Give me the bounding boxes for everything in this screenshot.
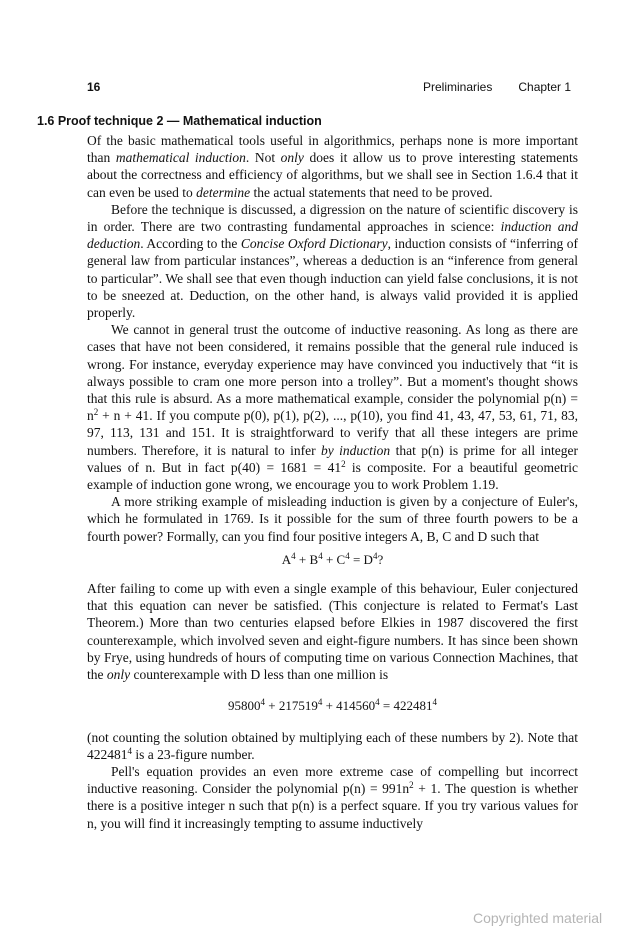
chapter-label: Chapter 1 [518, 80, 572, 94]
paragraph-5: After failing to come up with even a single example of this behaviour, Euler conjectured that this equation can never be satisfied. (This conjecture is related to Fermat's Last Theorem.) More than two centuries elapsed before Elkies in 1987 discovered the first counterexample, which involved seven and eight-figure numbers. It has since been shown by Frye, using hundreds of hours of computing time on various Connection Machines, that the only counterexample with D less than one million is [87, 581, 578, 683]
equation-euler: $A^4 + B^4 + C^4 = D^4$? [281, 550, 384, 567]
paragraph-2: Before the technique is discussed, a digression on the nature of scientific discovery is in order. There are two contrasting fundamental approaches in science: induction and deduction. According to the Concise Oxford Dictionary, induction consists of “inferring of general law from particular instances”, whereas a deduction is an “inference from general to particular”. We shall see that even though induction can yield false conclusions, it is not to be sneezed at. Deduction, on the other hand, is always valid provided it is applied properly. [87, 201, 579, 321]
paragraph-4: A more striking example of misleading induction is given by a conjecture of Euler's, which he formulated in 1769. Is it possible for the sum of three fourth powers to be a fourth power? Formally, can you find four positive integers A, B, C and D such that [87, 494, 578, 544]
paragraph-1: Of the basic mathematical tools useful in algorithmics, perhaps none is more important than mathematical induction. Not only does it allow us to prove interesting statements about the correctness and efficiency of algorithms, but we shall see in Section 1.6.4 that it can even be used to determine the actual statements that need to be proved. [87, 133, 578, 200]
paragraph-3: We cannot in general trust the outcome of inductive reasoning. As long as there are cases that have not been considered, it remains possible that the general rule induced is wrong. For instance, everyday experience may have convinced you inductively that “it is always possible to cram one more person into a trolley”. But a moment's thought shows that this rule is absurd. As a more mathematical example, consider the polynomial $p(n) = n^2 + n + 41$. If you compute p(0), p(1), p(2), ..., p(10), you find 41, 43, 47, 53, 61, 71, 83, 97, 113, 131 and 151. It is straightforward to verify that all these integers are prime numbers. Therefore, it is natural to infer by induction that p(n) is prime for all integer values of n. But in fact $p(40) = 1681 = 41^2$ is composite. For a beautiful geometric example of induction gone wrong, we encourage you to work Problem 1.19. [87, 322, 578, 493]
section-label: Preliminaries [423, 80, 493, 94]
paragraph-6: (not counting the solution obtained by multiplying each of these numbers by 2). Note that 422481$^4$ is a 23-figure number. [87, 729, 578, 762]
running-head [423, 80, 571, 94]
section-heading: 1.6 Proof technique 2 — Mathematical induction [37, 114, 322, 128]
equation-counterexample: $95800^4 + 217519^4 + 414560^4 = 422481^4$ [227, 697, 438, 714]
paragraph-7: Pell's equation provides an even more extreme case of compelling but incorrect inductive reasoning. Consider the polynomial $p(n) = 991n^2 + 1$. The question is whether there is a positive integer n such that p(n) is a perfect square. If you try various values for n, you will find it increasingly tempting to assume inductively [87, 763, 579, 831]
copyright-watermark: Copyrighted material [473, 910, 603, 926]
body-text [87, 132, 578, 832]
page-number: 16 [87, 80, 101, 94]
